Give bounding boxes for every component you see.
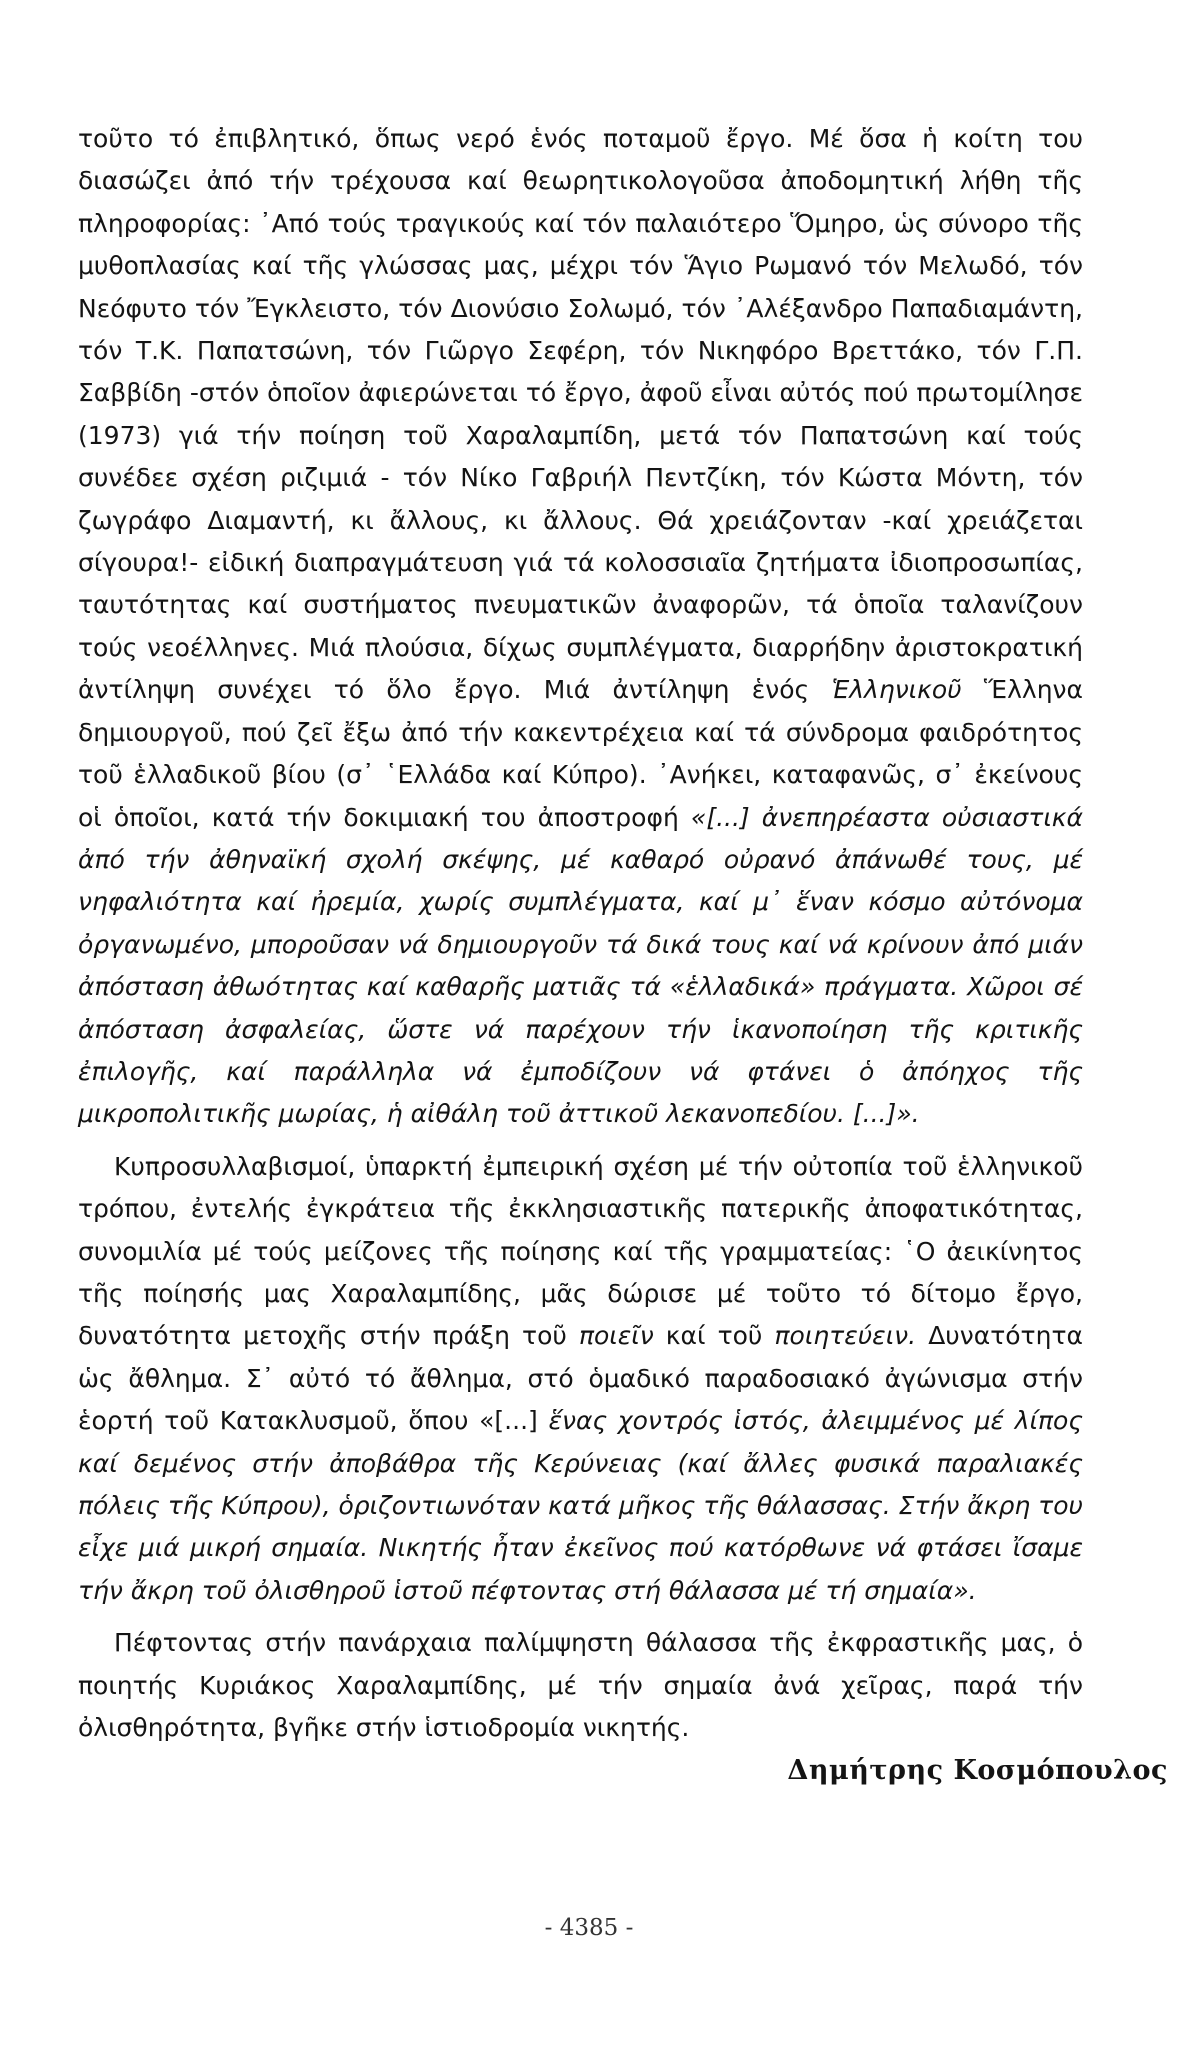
paragraph-1-quotation: «[...] ἀνεπηρέαστα οὐσιαστικά ἀπό τήν ἀθηναϊκή σχολή σκέψης, μέ καθαρό οὐρανό ἀπάνωθέ τους, μέ νηφαλιότητα καί ἠρεμία, χωρίς συμπλέγματα, καί μ᾽ ἕναν κόσμο αὐτόνομα ὀργανωμένο, μποροῦσαν νά δημιουργοῦν τά δικά τους καί νά κρίνουν ἀπό μιάν ἀπόσταση ἀθωότητας καί καθαρῆς ματιᾶς τά «ἑλλαδικά» πράγματα. Χῶροι σέ ἀπόσταση ἀσφαλείας, ὥστε νά παρέχουν τήν ἱκανοποίηση τῆς κριτικῆς ἐπιλογῆς, καί παράλληλα νά ἐμποδίζουν νά φτάνει ὁ ἀπόηχος τῆς μικροπολιτικῆς μωρίας, ἡ αἰθάλη τοῦ ἀττικοῦ λεκανοπεδίου. [...]».: [78, 802, 1084, 1129]
paragraph-1: [78, 118, 1083, 1136]
paragraph-2-italic-poiiteuein: ποιητεύειν.: [774, 1321, 917, 1351]
paragraph-3: Πέφτοντας στήν πανάρχαια παλίμψηστη θάλασσα τῆς ἐκφραστικῆς μας, ὁ ποιητής Κυριάκος Χαραλαμπίδης, μέ τήν σημαία ἀνά χεῖρας, παρά τήν ὀλισθηρότητα, βγῆκε στήν ἱστιοδρομία νικητής.: [78, 1628, 1083, 1743]
paragraph-1-text: τοῦτο τό ἐπιβλητικό, ὅπως νερό ἑνός ποταμοῦ ἔργο. Μέ ὅσα ἡ κοίτη του διασώζει ἀπό τήν τρέχουσα καί θεωρητικολογοῦσα ἀποδομητική λήθη τῆς πληροφορίας: ᾽Από τούς τραγικούς καί τόν παλαιότερο Ὅμηρο, ὡς σύνορο τῆς μυθοπλασίας καί τῆς γλώσσας μας, μέχρι τόν Ἅγιο Ρωμανό τόν Μελωδό, τόν Νεόφυτο τόν Ἔγκλειστο, τόν Διονύσιο Σολωμό, τόν ᾽Αλέξανδρο Παπαδιαμάντη, τόν Τ.Κ. Παπατσώνη, τόν Γιῶργο Σεφέρη, τόν Νικηφόρο Βρεττάκο, τόν Γ.Π. Σαββίδη -στόν ὁποῖον ἀφιερώνεται τό ἔργο, ἀφοῦ εἶναι αὐτός πού πρωτομίλησε (1973) γιά τήν ποίηση τοῦ Χαραλαμπίδη, μετά τόν Παπατσώνη καί τούς συνέδεε σχέση ριζιμιά - τόν Νίκο Γαβριήλ Πεντζίκη, τόν Κώστα Μόντη, τόν ζωγράφο Διαμαντή, κι ἄλλους, κι ἄλλους. Θά χρειάζονταν -καί χρειάζεται σίγουρα!- εἰδική διαπραγμάτευση γιά τά κολοσσιαῖα ζητήματα ἰδιοπροσωπίας, ταυτότητας καί συστήματος πνευματικῶν ἀναφορῶν, τά ὁποῖα ταλανίζουν τούς νεοέλληνες. Μιά πλούσια, δίχως συμπλέγματα, διαρρήδην ἀριστοκρατική ἀντίληψη συνέχει τό ὅλο ἔργο. Μιά ἀντίληψη ἑνός: [78, 124, 1083, 705]
paragraph-2-conjunction: καί τοῦ: [665, 1321, 763, 1351]
document-page: [78, 118, 1083, 1749]
paragraph-2: [78, 1146, 1083, 1612]
article-body: [78, 118, 1083, 1749]
paragraph-1-italic-word: Ἑλληνικοῦ: [831, 675, 962, 705]
paragraph-2-text: Κυπροσυλλαβισμοί, ὑπαρκτή ἐμπειρική σχέση μέ τήν οὐτοπία τοῦ ἑλληνικοῦ τρόπου, ἐντελής ἐγκράτεια τῆς ἐκκλησιαστικῆς πατερικῆς ἀποφατικότητας, συνομιλία μέ τούς μείζονες τῆς ποίησης καί τῆς γραμματείας: ῾Ο ἀεικίνητος τῆς ποίησής μας Χαραλαμπίδης, μᾶς δώρισε μέ τοῦτο τό δίτομο ἔργο, δυνατότητα μετοχῆς στήν πράξη τοῦ: [78, 1151, 1083, 1351]
author-signature: Δημήτρης Κοσμόπουλος: [787, 1755, 1168, 1786]
paragraph-1-text-cont: Ἕλληνα δημιουργοῦ, πού ζεῖ ἔξω ἀπό τήν κακεντρέχεια καί τά σύνδρομα φαιδρότητος τοῦ ἑλλαδικοῦ βίου (σ᾽ ῾Ελλάδα καί Κύπρο). ᾽Ανήκει, καταφανῶς, σ᾽ ἐκείνους οἱ ὁποῖοι, κατά τήν δοκιμιακή του ἀποστροφή: [78, 675, 1083, 832]
paragraph-2-italic-poiein: ποιεῖν: [578, 1321, 654, 1351]
paragraph-2-text-cont: Δυνατότητα ὡς ἄθλημα. Σ᾽ αὐτό τό ἄθλημα, στό ὁμαδικό παραδοσιακό ἀγώνισμα στήν ἑορτή τοῦ Κατακλυσμοῦ, ὅπου «[...]: [78, 1321, 1083, 1436]
paragraph-2-quotation: ἕνας χοντρός ἱστός, ἀλειμμένος μέ λίπος καί δεμένος στήν ἀποβάθρα τῆς Κερύνειας (καί ἄλλες φυσικά παραλιακές πόλεις τῆς Κύπρου), ὁριζοντιωνόταν κατά μῆκος τῆς θάλασσας. Στήν ἄκρη του εἶχε μιά μικρή σημαία. Νικητής ἦταν ἐκεῖνος πού κατόρθωνε νά φτάσει ἴσαμε τήν ἄκρη τοῦ ὀλισθηροῦ ἱστοῦ πέφτοντας στή θάλασσα μέ τή σημαία».: [78, 1406, 1084, 1605]
page-number: - 4385 -: [544, 1915, 634, 1941]
